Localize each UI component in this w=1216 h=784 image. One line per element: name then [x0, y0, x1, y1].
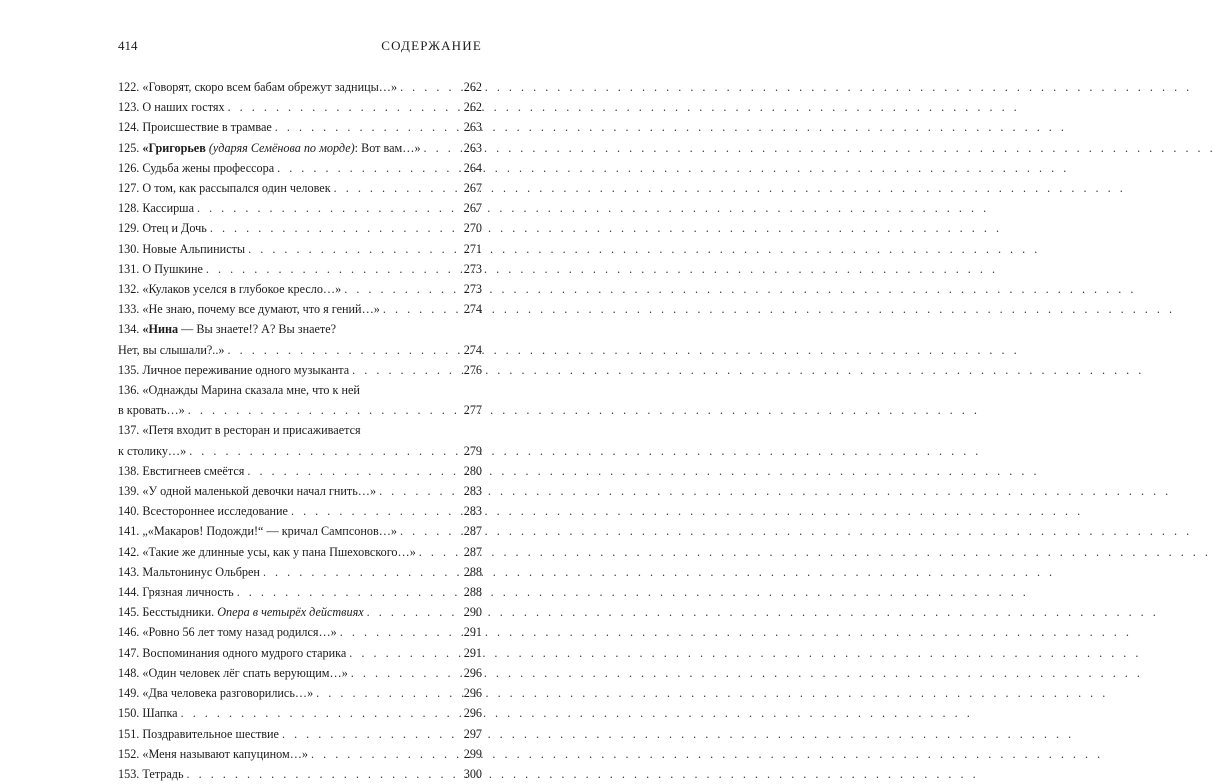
dot-leader [237, 582, 461, 602]
entry-title [139, 663, 347, 683]
entry-title [139, 683, 313, 703]
toc-entry-first-line [118, 319, 482, 339]
dot-leader [197, 198, 461, 218]
toc-entry-row [118, 259, 482, 279]
toc-entry-row [118, 622, 482, 642]
entry-number: 134. [118, 322, 140, 337]
entry-page: 290 [463, 605, 482, 620]
entry-number: 128. [118, 201, 140, 216]
entry-title [139, 239, 245, 259]
entry-page: 299 [463, 746, 482, 761]
entry-number: 133. [118, 302, 140, 317]
entry-number: 145. [118, 605, 140, 620]
toc-entry-row [118, 441, 482, 461]
entry-title [139, 77, 397, 97]
dot-leader [352, 360, 461, 380]
entry-title [139, 521, 397, 541]
entry-italic-text: Опера в четырёх действиях [214, 605, 364, 620]
toc-entry [118, 764, 482, 784]
entry-text: «Ровно 56 лет тому назад родился…» [142, 625, 337, 640]
entry-page: 283 [463, 484, 482, 499]
entry-page: 287 [463, 524, 482, 539]
entry-title [139, 764, 183, 784]
entry-continuation: к столику…» [118, 443, 187, 458]
entry-text-rest: — Вы знаете!? А? Вы знаете? [178, 322, 337, 337]
toc-entry [118, 744, 482, 764]
entry-page: 296 [463, 686, 482, 701]
dot-leader [340, 622, 461, 642]
entry-bold-text: «Нина [142, 322, 179, 337]
toc-entry [118, 77, 482, 97]
toc-entry-row [118, 764, 482, 784]
entry-page: 287 [463, 544, 482, 559]
entry-continuation: Нет, вы слышали?..» [118, 342, 225, 357]
toc-entry-row [118, 461, 482, 481]
toc-entry [118, 703, 482, 723]
toc-entry-row [118, 663, 482, 683]
entry-number: 146. [118, 625, 140, 640]
entry-text: Всестороннее исследование [142, 504, 288, 519]
entry-title [139, 703, 177, 723]
dot-leader [379, 481, 461, 501]
toc-entry-row [118, 703, 482, 723]
dot-leader [334, 178, 461, 198]
toc-entry [118, 360, 482, 380]
entry-text: «Два человека разговорились…» [142, 686, 314, 701]
toc-entry [118, 420, 482, 460]
entry-number: 132. [118, 282, 140, 297]
entry-page: 274 [463, 302, 482, 317]
entry-title [139, 562, 260, 582]
toc-entry [118, 158, 482, 178]
entry-title [139, 117, 271, 137]
toc-entry [118, 319, 482, 359]
toc-entry-row [118, 683, 482, 703]
toc-entry-first-line [118, 420, 482, 440]
entry-text: «Петя входит в ресторан и присаживается [142, 423, 361, 438]
toc-entry-row [118, 117, 482, 137]
entry-title [139, 602, 363, 622]
entry-page: 273 [463, 261, 482, 276]
dot-leader [311, 744, 461, 764]
dot-leader [351, 663, 461, 683]
entry-title [139, 97, 224, 117]
dot-leader [344, 279, 461, 299]
entry-page: 300 [463, 766, 482, 781]
entry-page: 262 [463, 80, 482, 94]
entry-number: 144. [118, 585, 140, 600]
entry-title [139, 542, 415, 562]
entry-title [139, 622, 336, 642]
entry-text: Воспоминания одного мудрого старика [142, 645, 347, 660]
entry-page: 291 [463, 645, 482, 660]
entry-title [139, 461, 244, 481]
entry-text-rest: : Вот вам…» [354, 140, 421, 155]
entry-title [139, 481, 376, 501]
entry-number: 125. [118, 140, 140, 155]
entry-page: 270 [463, 221, 482, 236]
toc-entry [118, 724, 482, 744]
entry-page: 263 [463, 120, 482, 135]
entry-continuation: в кровать…» [118, 403, 185, 418]
toc-entry [118, 481, 482, 501]
entry-number: 122. [118, 80, 140, 94]
toc-entry [118, 602, 482, 622]
entry-number: 148. [118, 665, 140, 680]
entry-number: 151. [118, 726, 140, 741]
dot-leader [275, 117, 461, 137]
dot-leader [424, 138, 461, 158]
entry-number: 139. [118, 484, 140, 499]
dot-leader [210, 218, 461, 238]
entry-text: Происшествие в трамвае [142, 120, 272, 135]
entry-number: 126. [118, 160, 140, 175]
toc-entry [118, 198, 482, 218]
entry-page: 296 [463, 665, 482, 680]
entry-title [139, 582, 233, 602]
toc-entry [118, 259, 482, 279]
dot-leader [316, 683, 461, 703]
entry-page: 297 [463, 726, 482, 741]
entry-page: 273 [463, 282, 482, 297]
entry-number: 130. [118, 241, 140, 256]
entry-number: 138. [118, 463, 140, 478]
entry-text: О наших гостях [142, 100, 225, 115]
page-header [118, 38, 482, 54]
entry-number: 143. [118, 564, 140, 579]
entry-text: «Такие же длинные усы, как у пана Пшеховского…» [142, 544, 416, 559]
entry-page: 271 [463, 241, 482, 256]
toc-entry-row [118, 602, 482, 622]
entry-text: «У одной маленькой девочки начал гнить…» [142, 484, 377, 499]
toc-entry-row [118, 218, 482, 238]
entry-text: «Однажды Марина сказала мне, что к ней [142, 383, 360, 398]
entry-text: Поздравительное шествие [142, 726, 279, 741]
toc-entry-row [118, 501, 482, 521]
entry-number: 142. [118, 544, 140, 559]
entry-title [139, 198, 194, 218]
toc-entry [118, 643, 482, 663]
entry-text: Грязная личность [142, 585, 234, 600]
entry-text: «Не знаю, почему все думают, что я гений…» [142, 302, 380, 317]
entry-page: 279 [463, 443, 482, 458]
entry-text: «Один человек лёг спать верующим…» [142, 665, 348, 680]
entry-text: Кассирша [142, 201, 194, 216]
toc-entry-row [118, 481, 482, 501]
toc-entry [118, 380, 482, 420]
entry-title [139, 138, 420, 158]
entry-number: 141. [118, 524, 140, 539]
entry-number: 131. [118, 261, 140, 276]
entry-number: 147. [118, 645, 140, 660]
dot-leader [263, 562, 461, 582]
entry-title [139, 178, 330, 198]
toc-entry-row [118, 158, 482, 178]
dot-leader [419, 542, 461, 562]
toc-entry [118, 461, 482, 481]
entry-text: «Меня называют капуцином…» [142, 746, 309, 761]
entry-page: 274 [463, 342, 482, 357]
entry-page: 283 [463, 504, 482, 519]
dot-leader [400, 521, 461, 541]
entry-title [139, 501, 288, 521]
entry-title [139, 218, 207, 238]
dot-leader [282, 724, 461, 744]
dot-leader [349, 643, 460, 663]
entry-number: 129. [118, 221, 140, 236]
entry-title [139, 259, 203, 279]
toc-entry [118, 239, 482, 259]
toc-entry [118, 542, 482, 562]
entry-number: 124. [118, 120, 140, 135]
entry-text: Бесстыдники. [142, 605, 215, 620]
dot-leader [367, 602, 461, 622]
toc-entry-row [118, 562, 482, 582]
toc-entry [118, 299, 482, 319]
toc-entry [118, 683, 482, 703]
entry-number: 137. [118, 423, 140, 438]
entry-title [139, 279, 341, 299]
toc-entry [118, 117, 482, 137]
entry-text: «Кулаков уселся в глубокое кресло…» [142, 282, 342, 297]
toc-entry-row [118, 643, 482, 663]
table-of-contents [118, 77, 482, 784]
entry-title [139, 744, 308, 764]
toc-entry-row [118, 400, 482, 420]
entry-page: 267 [463, 181, 482, 196]
toc-entry-row [118, 178, 482, 198]
toc-entry-row [118, 239, 482, 259]
entry-number: 123. [118, 100, 140, 115]
entry-text: «Говорят, скоро всем бабам обрежут задницы…» [142, 80, 398, 94]
entry-page: 264 [463, 160, 482, 175]
toc-entry-row [118, 521, 482, 541]
dot-leader [228, 340, 461, 360]
entry-page: 277 [463, 403, 482, 418]
entry-text: Тетрадь [142, 766, 184, 781]
toc-entry-row [118, 582, 482, 602]
entry-text: Личное переживание одного музыканта [142, 362, 350, 377]
dot-leader [291, 501, 461, 521]
dot-leader [181, 703, 461, 723]
toc-entry [118, 622, 482, 642]
toc-entry-row [118, 198, 482, 218]
dot-leader [383, 299, 461, 319]
toc-entry-row [118, 360, 482, 380]
entry-page: 291 [463, 625, 482, 640]
entry-title [139, 158, 274, 178]
dot-leader [277, 158, 461, 178]
dot-leader [187, 764, 461, 784]
toc-entry-row [118, 542, 482, 562]
entry-page: 276 [463, 362, 482, 377]
toc-entry [118, 97, 482, 117]
toc-entry [118, 521, 482, 541]
entry-number: 140. [118, 504, 140, 519]
entry-bold-text: «Григорьев [142, 140, 206, 155]
toc-entry-row [118, 77, 482, 97]
dot-leader [188, 400, 461, 420]
entry-text: О Пушкине [142, 261, 203, 276]
dot-leader [206, 259, 461, 279]
toc-entry-row [118, 299, 482, 319]
dot-leader [248, 239, 461, 259]
entry-title [139, 299, 380, 319]
entry-page: 296 [463, 706, 482, 721]
entry-title [139, 724, 279, 744]
toc-entry [118, 562, 482, 582]
entry-page: 280 [463, 463, 482, 478]
entry-text: О том, как рассыпался один человек [142, 181, 331, 196]
entry-italic-text: (ударяя Семёнова по морде) [205, 140, 355, 155]
toc-entry [118, 501, 482, 521]
toc-entry [118, 178, 482, 198]
entry-page: 263 [463, 140, 482, 155]
toc-entry [118, 663, 482, 683]
entry-number: 136. [118, 383, 140, 398]
toc-entry-row [118, 724, 482, 744]
book-page [0, 0, 600, 781]
toc-entry [118, 279, 482, 299]
toc-entry [118, 218, 482, 238]
entry-text: „«Макаров! Подожди!“ — кричал Сампсонов…» [142, 524, 397, 539]
dot-leader [400, 77, 461, 97]
toc-entry [118, 138, 482, 158]
entry-text: Евстигнеев смеётся [142, 463, 245, 478]
entry-page: 288 [463, 585, 482, 600]
toc-entry [118, 582, 482, 602]
entry-text: Отец и Дочь [142, 221, 207, 236]
entry-text: Новые Альпинисты [142, 241, 246, 256]
toc-entry-row [118, 138, 482, 158]
dot-leader [247, 461, 460, 481]
entry-text: Шапка [142, 706, 178, 721]
dot-leader [189, 441, 461, 461]
toc-entry-row [118, 744, 482, 764]
entry-text: Мальтонинус Ольбрен [142, 564, 260, 579]
entry-number: 127. [118, 181, 140, 196]
toc-entry-row [118, 279, 482, 299]
entry-number: 149. [118, 686, 140, 701]
entry-page: 262 [463, 100, 482, 115]
toc-entry-row [118, 97, 482, 117]
entry-title [139, 360, 349, 380]
toc-entry-row [118, 340, 482, 360]
running-title: СОДЕРЖАНИЕ [381, 38, 482, 53]
dot-leader [228, 97, 461, 117]
entry-number: 152. [118, 746, 140, 761]
entry-number: 153. [118, 766, 140, 781]
page-number: 414 [118, 38, 138, 53]
entry-number: 150. [118, 706, 140, 721]
entry-page: 288 [463, 564, 482, 579]
entry-title [139, 643, 346, 663]
entry-page: 267 [463, 201, 482, 216]
entry-number: 135. [118, 362, 140, 377]
toc-entry-first-line [118, 380, 482, 400]
entry-text: Судьба жены профессора [142, 160, 275, 175]
